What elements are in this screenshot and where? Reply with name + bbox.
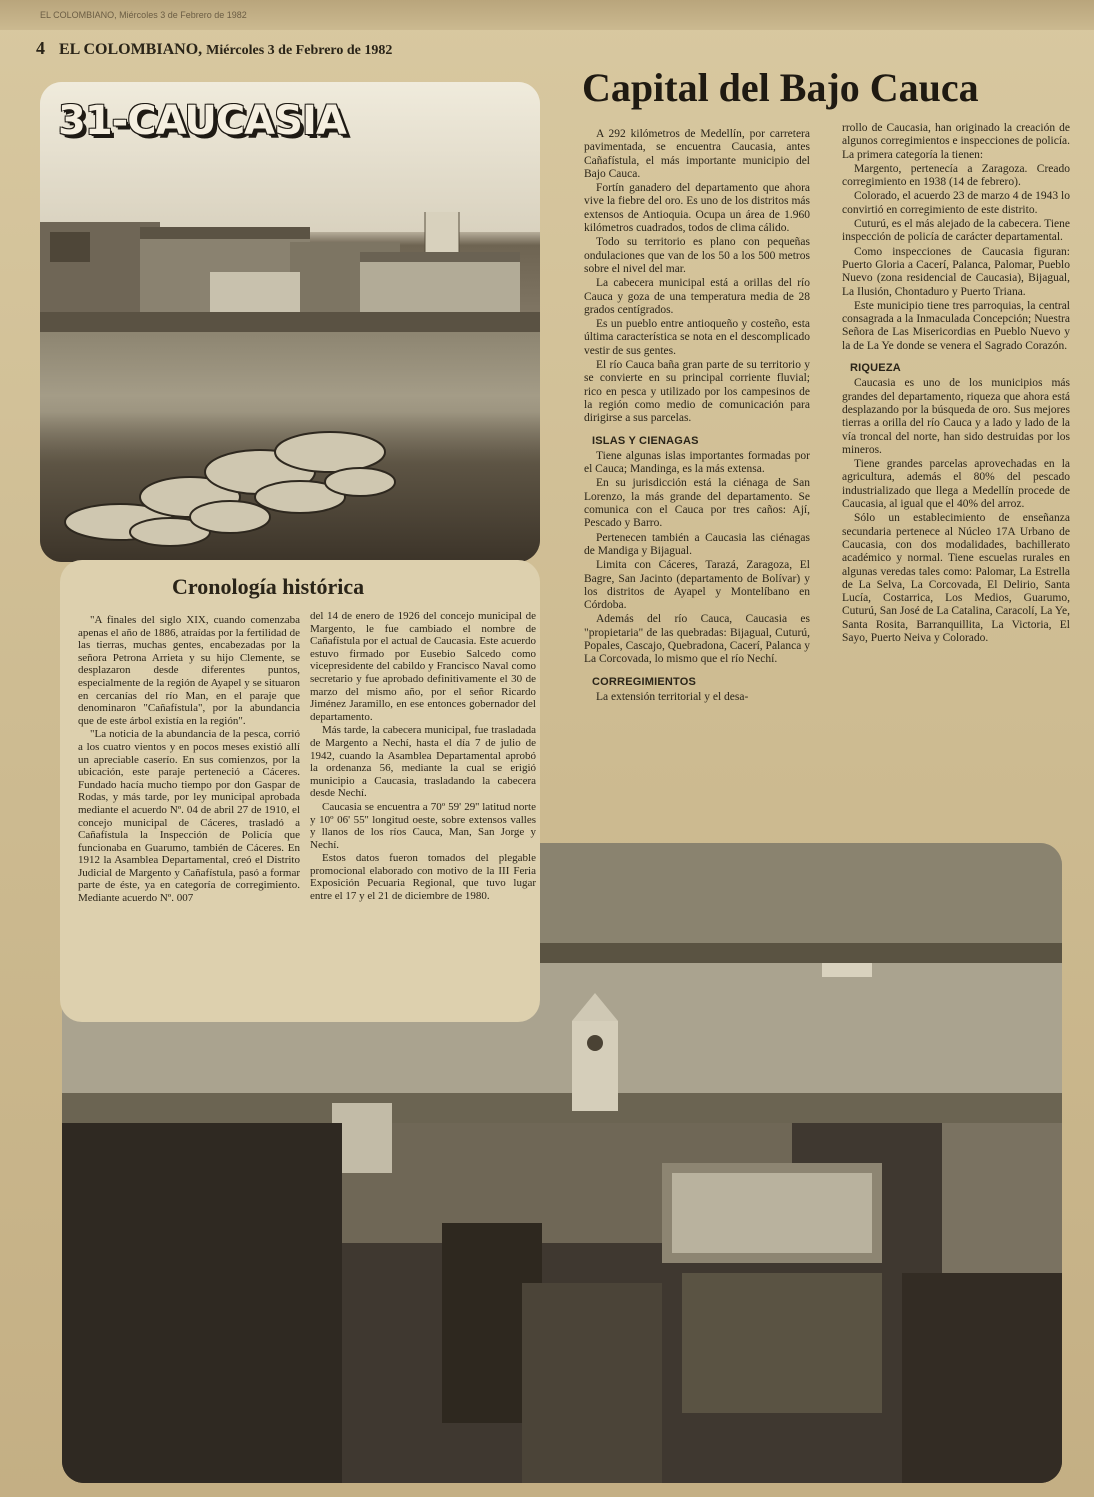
article-title: Capital del Bajo Cauca (582, 65, 979, 110)
paragraph: Sólo un establecimiento de enseñanza secundaria pertenece al Núcleo 17A Urbano de Caucasia, con dos modalidades, bachillerato académico y normal. Tiene escuelas rurales en algunas veredas tales como: Palomar, La Estrella de La Selva, La Corcovada, El Delirio, Santa Lucía, Costarrica, Los Medios, Guarumo, Cuturú, San José de La Catalina, Caracolí, La Ye, Santa Rosita, Barranquillita, La Victoria, El Sayo, Puerto Neiva y Colorado. (842, 512, 1070, 644)
paragraph: Cuturú, es el más alejado de la cabecera. Tiene inspección de policía de carácter departamental. (842, 218, 1070, 244)
article-column-1 (584, 128, 810, 705)
cronologia-column-2 (310, 610, 536, 904)
paragraph: Caucasia es uno de los municipios más grandes del departamento, riqueza que ahora está desplazando por la búsqueda de oro. Sus mejores tierras a orilla del río Cauca y a lado y lado de la vía troncal del norte, han sido destruidas por los mineros. (842, 377, 1070, 456)
paragraph: En su jurisdicción está la ciénaga de San Lorenzo, la más grande del departamento. Se comunica con el Cauca por tres caños: Ají, Pescado y Barro. (584, 477, 810, 530)
banana-bunches (60, 402, 400, 552)
paragraph: Colorado, el acuerdo 23 de marzo 4 de 1943 lo convirtió en corregimiento de este distrito. (842, 190, 1070, 216)
paragraph: Tiene grandes parcelas aprovechadas en la agricultura, además el 80% del pescado industrializado que llega a Medellín procede de Caucasia, al igual que el 40% del arroz. (842, 458, 1070, 511)
paragraph: Limita con Cáceres, Tarazá, Zaragoza, El Bagre, San Jacinto (departamento de Bolívar) y los distritos de Ayapel y Montelíbano en Córdoba. (584, 559, 810, 612)
paragraph: La extensión territorial y el desa- (596, 690, 749, 703)
paragraph: Pertenecen también a Caucasia las ciénagas de Mandiga y Bijagual. (584, 531, 810, 557)
paper-name: EL COLOMBIANO, (59, 41, 203, 58)
paragraph: Es un pueblo entre antioqueño y costeño, esta última característica se nota en el descomplicado vestir de sus gentes. (584, 318, 810, 357)
series-logo: 31-CAUCASIA (58, 98, 346, 144)
issue-date: Miércoles 3 de Febrero de 1982 (206, 43, 393, 58)
cronologia-column-1 (78, 614, 300, 906)
paragraph: "A finales del siglo XIX, cuando comenzaba apenas el año de 1886, atraídas por la fertilidad de las tierras, muchas gentes, encabezadas por la señora Petrona Arrieta y su hijo Clemente, se desplazaron desde diferentes puntos, especialmente de la región de Ayapel y se situaron en cercanías del río Man, en el paraje que denominaron "Cañafístula", por la abundancia que de este árbol existía en la región". (78, 614, 300, 727)
paragraph: Como inspecciones de Caucasia figuran: Puerto Gloria a Cacerí, Palanca, Palomar, Pueblo Nuevo (zona residencial de Caucasia), Bijagual, La Ilusión, Chontaduro y Puerto Triana. (842, 245, 1070, 298)
paragraph: Tiene algunas islas importantes formadas por el Cauca; Mandinga, es la más extensa. (584, 449, 810, 476)
paragraph: A 292 kilómetros de Medellín, por carretera pavimentada, se encuentra Caucasia, antes Cañafístula, el más importante municipio del Bajo Cauca. (584, 128, 810, 180)
paragraph: El río Cauca baña gran parte de su territorio y se convierte en su principal corriente fluvial; rico en pesca y utilizado por los campesinos de la región como medio de comunicación para dirigirse a sus parcelas. (584, 359, 810, 425)
paragraph: Margento, pertenecía a Zaragoza. Creado corregimiento en 1938 (14 de febrero). (842, 162, 1070, 189)
section-heading: RIQUEZA (850, 362, 901, 375)
page-number: 4 (36, 38, 45, 58)
paragraph: Este municipio tiene tres parroquias, la central consagrada a la Inmaculada Concepción; Nuestra Señora de Las Misericordias en Pueblo Nuevo y la de La Ye donde se venera el Sagrado Corazón. (842, 299, 1070, 352)
paragraph: Fortín ganadero del departamento que ahora vive la fiebre del oro. Es uno de los distritos más extensos de Antioquia. Ocupa un área de 1.960 kilómetros cuadrados, todos de clima cálido. (584, 182, 810, 235)
paragraph: Además del río Cauca, Caucasia es "propietaria" de las quebradas: Bijagual, Cuturú, Popales, Cascajo, Quebradona, Cacerí, Palanca y La Corcovada, lo mismo que el río Nechí. (584, 613, 810, 666)
paragraph: Todo su territorio es plano con pequeñas ondulaciones que van de los 50 a los 500 metros sobre el nivel del mar. (584, 236, 810, 275)
photo-river-town (40, 82, 540, 562)
previous-page-strip: EL COLOMBIANO, Miércoles 3 de Febrero de 1982 (0, 0, 1094, 30)
masthead (36, 38, 392, 59)
paragraph: Más tarde, la cabecera municipal, fue trasladada de Margento a Nechí, hasta el día 7 de julio de 1942, cuando la Asamblea Departamental aprobó la ordenanza 56, mediante la cual se erigió municipio a Caucasia, trasladando la cabecera desde Nechí. (310, 724, 536, 800)
paragraph: "La noticia de la abundancia de la pesca, corrió a los cuatro vientos y en pocos meses existió allí un apreciable caserío. En sus comienzos, por la ubicación, este paraje perteneció a Cáceres. Fundado hacía mucho tiempo por don Gaspar de Rodas, y más tarde, por ley municipal aprobada mediante el acuerdo Nº. 04 de abril 27 de 1910, el concejo municipal de Cáceres, trasladó a Cañafístula la Inspección de Policía que funcionaba en Guarumo, también de Cáceres. En 1912 la Asamblea Departamental, creó el Distrito Judicial de Margento y Cañafístula, pasó a formar parte de éste, ya en categoría de corregimiento. Mediante acuerdo Nº. 007 (78, 728, 300, 905)
cronologia-title: Cronología histórica (172, 574, 365, 599)
section-heading: ISLAS Y CIENAGAS (592, 434, 699, 447)
article-column-2 (842, 122, 1070, 646)
paragraph: Estos datos fueron tomados del plegable promocional elaborado con motivo de la III Feria Exposición Pecuaria Regional, que tuvo lugar entre el 17 y el 21 de diciembre de 1980. (310, 852, 536, 903)
paragraph: rrollo de Caucasia, han originado la creación de algunos corregimientos e inspecciones de policía. La primera categoría la tienen: (842, 122, 1071, 161)
paragraph: del 14 de enero de 1926 del concejo municipal de Margento, le fue cambiado el nombre de Cañafístula por el actual de Caucasia. Este acuerdo estuvo firmado por Eusebio Salcedo como vicepresidente del cabildo y Francisco Naval como secretario y fue aprobado definitivamente el 30 de marzo del mismo año, por el señor Ricardo Jiménez Jaramillo, en ese entonces gobernador del departamento. (310, 610, 536, 723)
paragraph: Caucasia se encuentra a 70º 59' 29'' latitud norte y 10º 06' 55'' longitud oeste, sobre extensos valles y llanos de los ríos Cauca, Man, San Jorge y Nechí. (310, 800, 536, 851)
paragraph: La cabecera municipal está a orillas del río Cauca y goza de una temperatura media de 28 grados centígrados. (584, 277, 810, 316)
section-heading: CORREGIMIENTOS (592, 675, 697, 688)
